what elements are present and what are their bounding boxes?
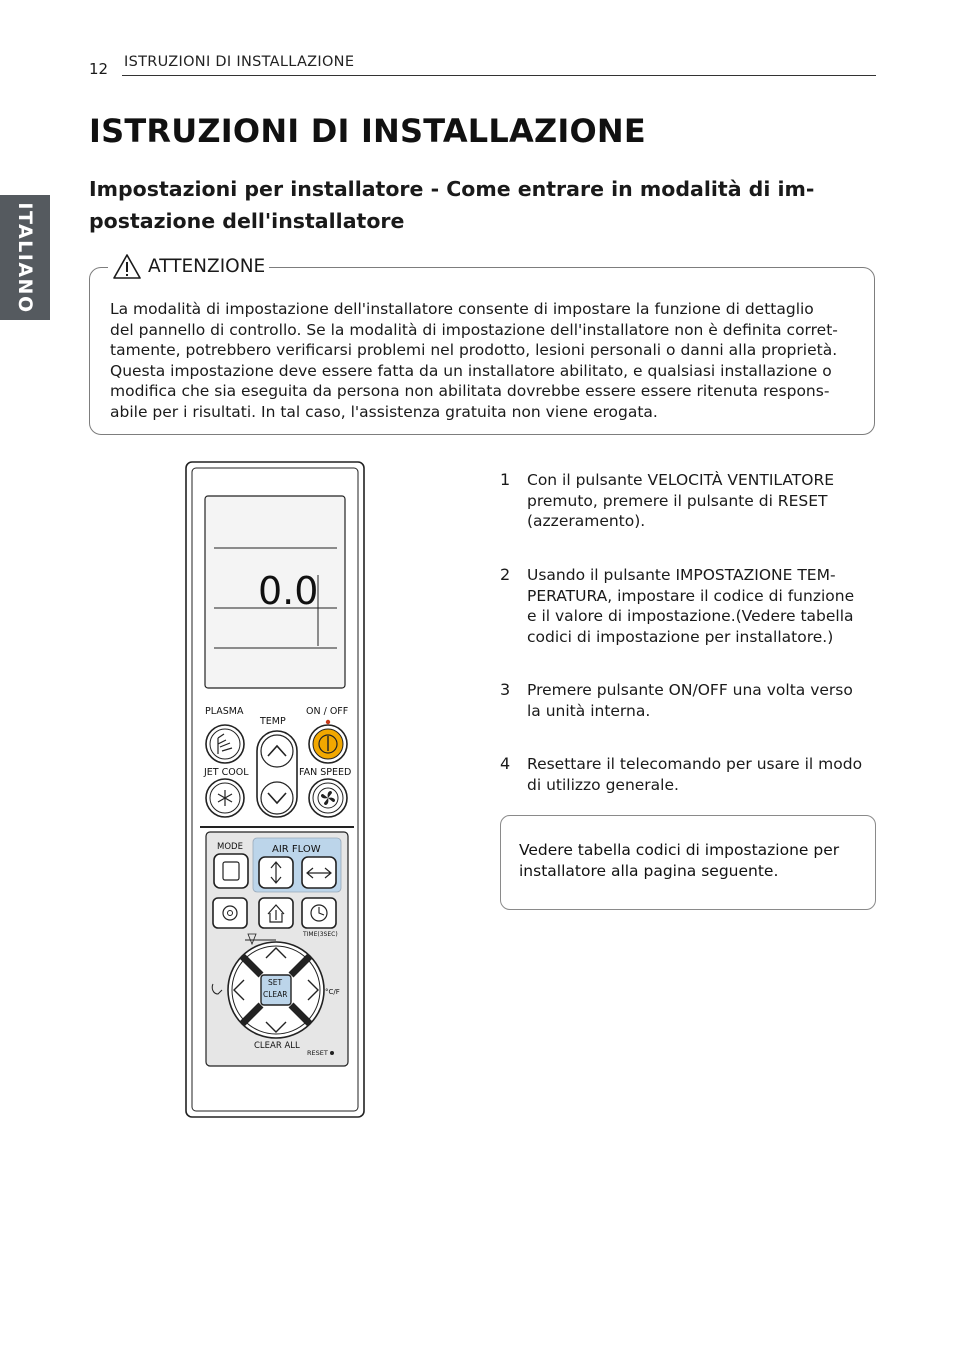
fan-speed-button[interactable] <box>309 779 347 817</box>
temp-label: TEMP <box>260 716 286 727</box>
fan-speed-label: FAN SPEED <box>299 767 352 778</box>
caution-title: ATTENZIONE <box>148 255 266 277</box>
clear-all-label: CLEAR ALL <box>254 1041 300 1051</box>
header-rule <box>122 75 876 76</box>
section-title-line-1: Impostazioni per installatore - Come entrare in modalità di im- <box>89 177 815 201</box>
step-line: di utilizzo generale. <box>527 775 679 794</box>
unit-label: °C/F <box>325 988 340 996</box>
step-number: 2 <box>500 565 511 584</box>
clear-label: CLEAR <box>263 990 288 999</box>
time-label: TIME(3SEC) <box>303 931 338 938</box>
reset-button[interactable] <box>330 1051 334 1055</box>
step-line: e il valore di impostazione.(Vedere tabella <box>527 607 854 625</box>
note-line: installatore alla pagina seguente. <box>519 862 779 880</box>
running-header: ISTRUZIONI DI INSTALLAZIONE <box>124 54 355 70</box>
temp-up-button[interactable] <box>261 735 293 767</box>
step-line: Con il pulsante VELOCITÀ VENTILATORE <box>527 471 835 489</box>
step-line: Premere pulsante ON/OFF una volta verso <box>527 681 853 699</box>
caution-header <box>108 252 269 280</box>
timer-button[interactable] <box>302 898 336 928</box>
lcd-value: 0.0 <box>258 569 319 613</box>
caution-line: La modalità di impostazione dell'installatore consente di impostare la funzione di dettaglio <box>110 300 814 318</box>
note-text <box>519 840 864 882</box>
temp-down-button[interactable] <box>261 782 293 814</box>
warning-triangle-icon <box>112 253 142 280</box>
step-1 <box>500 470 880 532</box>
caution-line: del pannello di controllo. Se la modalità di impostazione dell'installatore non è definita corret- <box>110 320 838 339</box>
language-label: ITALIANO <box>14 201 36 314</box>
air-flow-label: AIR FLOW <box>272 844 321 855</box>
step-number: 3 <box>500 680 511 699</box>
plasma-button[interactable] <box>206 725 244 763</box>
caution-line: abile per i risultati. In tal caso, l'assistenza gratuita non viene erogata. <box>110 402 658 421</box>
step-line: PERATURA, impostare il codice di funzione <box>527 586 855 605</box>
reset-label: RESET <box>307 1049 328 1057</box>
step-line: premuto, premere il pulsante di RESET <box>527 491 828 510</box>
page-title: ISTRUZIONI DI INSTALLAZIONE <box>89 112 646 150</box>
caution-text <box>110 299 860 422</box>
step-4 <box>500 754 880 795</box>
step-number: 4 <box>500 754 511 773</box>
plasma-label: PLASMA <box>205 706 244 717</box>
step-line: (azzeramento). <box>527 512 646 530</box>
indicator-led <box>326 720 330 724</box>
language-side-tab <box>0 195 50 320</box>
step-line: codici di impostazione per installatore.) <box>527 627 834 646</box>
step-line: Usando il pulsante IMPOSTAZIONE TEM- <box>527 566 836 584</box>
settings-button[interactable] <box>213 898 247 928</box>
section-title <box>89 173 879 237</box>
on-off-label: ON / OFF <box>306 706 349 717</box>
mode-button[interactable] <box>214 854 248 888</box>
note-line: Vedere tabella codici di impostazione per <box>519 841 840 859</box>
set-clear-button[interactable] <box>261 975 291 1005</box>
step-line: Resettare il telecomando per usare il modo <box>527 755 863 773</box>
set-label: SET <box>268 978 283 987</box>
step-2 <box>500 565 880 647</box>
step-line: la unità interna. <box>527 701 651 720</box>
temp-button-group <box>257 731 297 817</box>
caution-line: modifica che sia eseguita da persona non abilitata dovrebbe essere essere ritenuta respons- <box>110 382 830 400</box>
section-title-line-2: postazione dell'installatore <box>89 209 405 233</box>
page-number: 12 <box>89 60 109 78</box>
step-number: 1 <box>500 470 511 489</box>
jet-cool-label: JET COOL <box>204 767 249 778</box>
temperature-display-button[interactable] <box>259 898 293 928</box>
caution-line: Questa impostazione deve essere fatta da un installatore abilitato, e qualsiasi installazione o <box>110 361 832 380</box>
vertical-air-flow-button[interactable] <box>259 857 293 888</box>
mode-label: MODE <box>217 842 243 852</box>
jet-cool-button[interactable] <box>206 779 244 817</box>
step-3 <box>500 680 880 721</box>
remote-control-illustration <box>180 458 372 1123</box>
horizontal-air-flow-button[interactable] <box>302 857 336 888</box>
caution-line: tamente, potrebbero verificarsi problemi nel prodotto, lesioni personali o danni alla proprietà. <box>110 341 838 359</box>
